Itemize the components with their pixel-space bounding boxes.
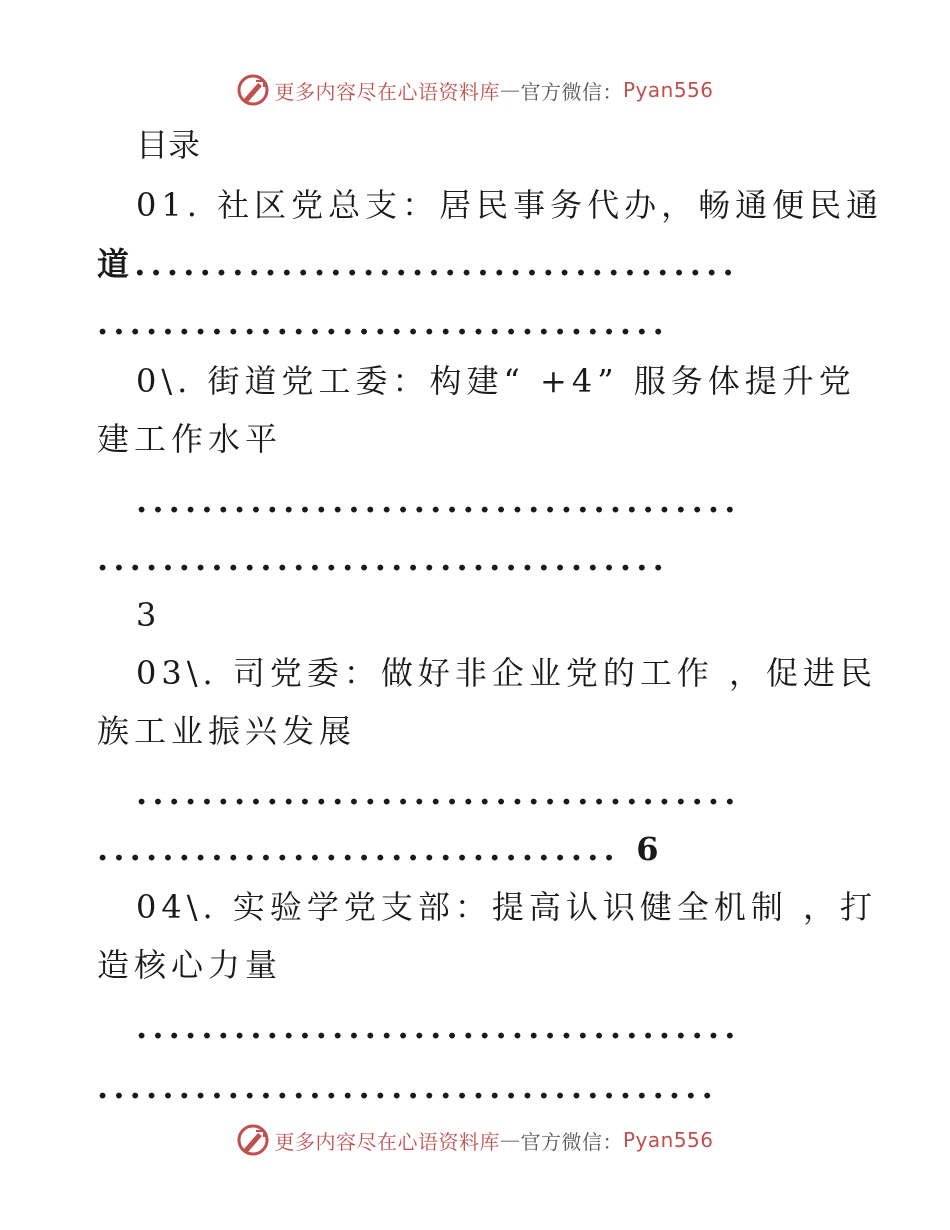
toc-entry-2-title-cont: 建工作水平: [97, 420, 283, 458]
toc-entry-3-title: 03\. 司党委：做好非企业党的工作 ，促进民: [136, 654, 878, 692]
toc-entry-2-leader-cont: ...................................: [97, 540, 669, 578]
watermark-wechat-id: Pyan556: [622, 1128, 714, 1152]
toc-entry-4-leader: .....................................: [136, 1008, 741, 1046]
toc-heading: 目录: [136, 126, 201, 164]
toc-entry-4-title: 04\. 实验学党支部：提高认识健全机制 ，打: [136, 888, 878, 926]
watermark-separator: —: [499, 1128, 521, 1152]
toc-entry-3-leader-cont: ................................ 6: [97, 830, 664, 868]
toc-entry-1-leader: 道.....................................: [97, 245, 739, 283]
watermark-text: 更多内容尽在心语资料库: [274, 79, 500, 104]
footer-watermark: [0, 1120, 950, 1160]
toc-entry-4-title-cont: 造核心力量: [97, 946, 283, 984]
pen-logo-icon: [236, 1123, 270, 1157]
pen-logo-icon: [236, 73, 270, 107]
watermark-wechat-label: 官方微信：: [520, 79, 623, 104]
toc-entry-2-title: 0\. 街道党工委：构建“ +4” 服务体提升党: [136, 362, 856, 400]
toc-entry-4-leader-cont: ......................................: [97, 1068, 718, 1106]
toc-entry-2-page: 3: [136, 596, 157, 634]
toc-entry-3-leader: .....................................: [136, 774, 741, 812]
watermark-separator: —: [499, 78, 521, 102]
toc-entry-1-title: 01. 社区党总支：居民事务代办，畅通便民通: [136, 186, 884, 224]
header-watermark: [0, 70, 950, 110]
toc-entry-2-leader: .....................................: [136, 482, 741, 520]
watermark-wechat-label: 官方微信：: [520, 1129, 623, 1154]
watermark-text: 更多内容尽在心语资料库: [274, 1129, 500, 1154]
toc-entry-1-leader-cont: ...................................: [97, 304, 669, 342]
watermark-wechat-id: Pyan556: [622, 78, 714, 102]
toc-entry-3-title-cont: 族工业振兴发展: [97, 712, 357, 750]
